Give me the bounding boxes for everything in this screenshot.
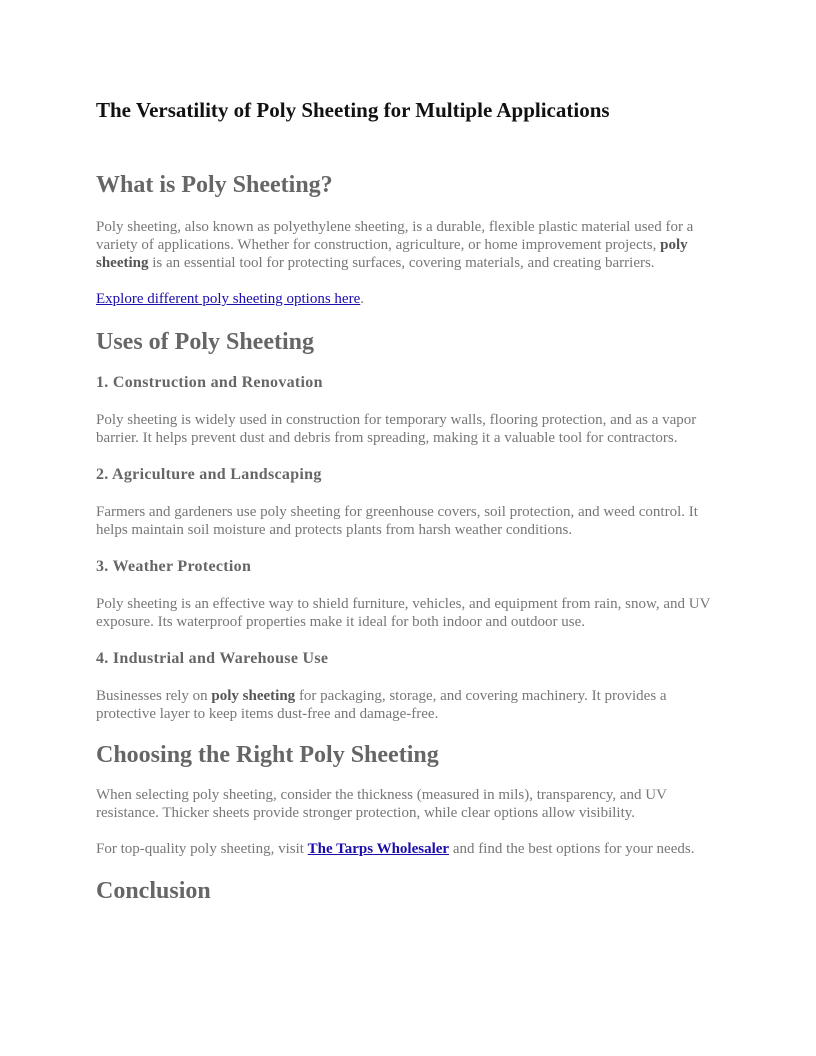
tarps-text-b: and find the best options for your needs. xyxy=(449,841,695,857)
what-is-bold: poly sheeting xyxy=(96,237,688,271)
document-body xyxy=(96,96,726,906)
industrial-paragraph xyxy=(96,687,726,723)
what-is-text-b: is an essential tool for protecting surfaces, covering materials, and creating barriers. xyxy=(148,255,655,271)
heading-choosing: Choosing the Right Poly Sheeting xyxy=(96,742,439,768)
industrial-text-b: for packaging, storage, and covering machinery. It provides a protective layer to keep items dust-free and damage-free. xyxy=(96,688,667,722)
what-is-paragraph xyxy=(96,218,726,272)
heading-uses: Uses of Poly Sheeting xyxy=(96,329,314,355)
weather-paragraph: Poly sheeting is an effective way to shield furniture, vehicles, and equipment from rain, snow, and UV exposure. Its waterproof properties make it ideal for both indoor and outdoor use. xyxy=(96,596,711,630)
heading-conclusion: Conclusion xyxy=(96,878,211,904)
choosing-paragraph: When selecting poly sheeting, consider the thickness (measured in mils), transparency, and UV resistance. Thicker sheets provide stronger protection, while clear options allow visibility. xyxy=(96,787,667,821)
subheading-agriculture: 2. Agriculture and Landscaping xyxy=(96,466,322,483)
agriculture-paragraph: Farmers and gardeners use poly sheeting for greenhouse covers, soil protection, and weed control. It helps maintain soil moisture and protects plants from harsh weather conditions. xyxy=(96,504,698,538)
tarps-wholesaler-link[interactable]: The Tarps Wholesaler xyxy=(307,841,450,857)
what-is-text-a: Poly sheeting, also known as polyethylene sheeting, is a durable, flexible plastic material used for a variety of applications. Whether for construction, agriculture, or home improvement projects, xyxy=(96,219,694,253)
explore-options-link[interactable]: Explore different poly sheeting options here xyxy=(96,291,361,307)
industrial-text-a: Businesses rely on xyxy=(96,688,212,704)
tarps-text-a: For top-quality poly sheeting, visit xyxy=(96,841,308,857)
industrial-bold: poly sheeting xyxy=(211,688,296,704)
subheading-industrial: 4. Industrial and Warehouse Use xyxy=(96,650,329,667)
explore-suffix: . xyxy=(360,291,364,307)
heading-what-is: What is Poly Sheeting? xyxy=(96,172,333,198)
subheading-construction: 1. Construction and Renovation xyxy=(96,374,323,391)
construction-paragraph: Poly sheeting is widely used in construction for temporary walls, flooring protection, and as a vapor barrier. It helps prevent dust and debris from spreading, making it a valuable tool for contractors. xyxy=(96,412,697,446)
explore-paragraph xyxy=(96,290,726,308)
document-title: The Versatility of Poly Sheeting for Multiple Applications xyxy=(96,98,610,122)
tarps-paragraph xyxy=(96,840,726,858)
subheading-weather: 3. Weather Protection xyxy=(96,558,252,575)
